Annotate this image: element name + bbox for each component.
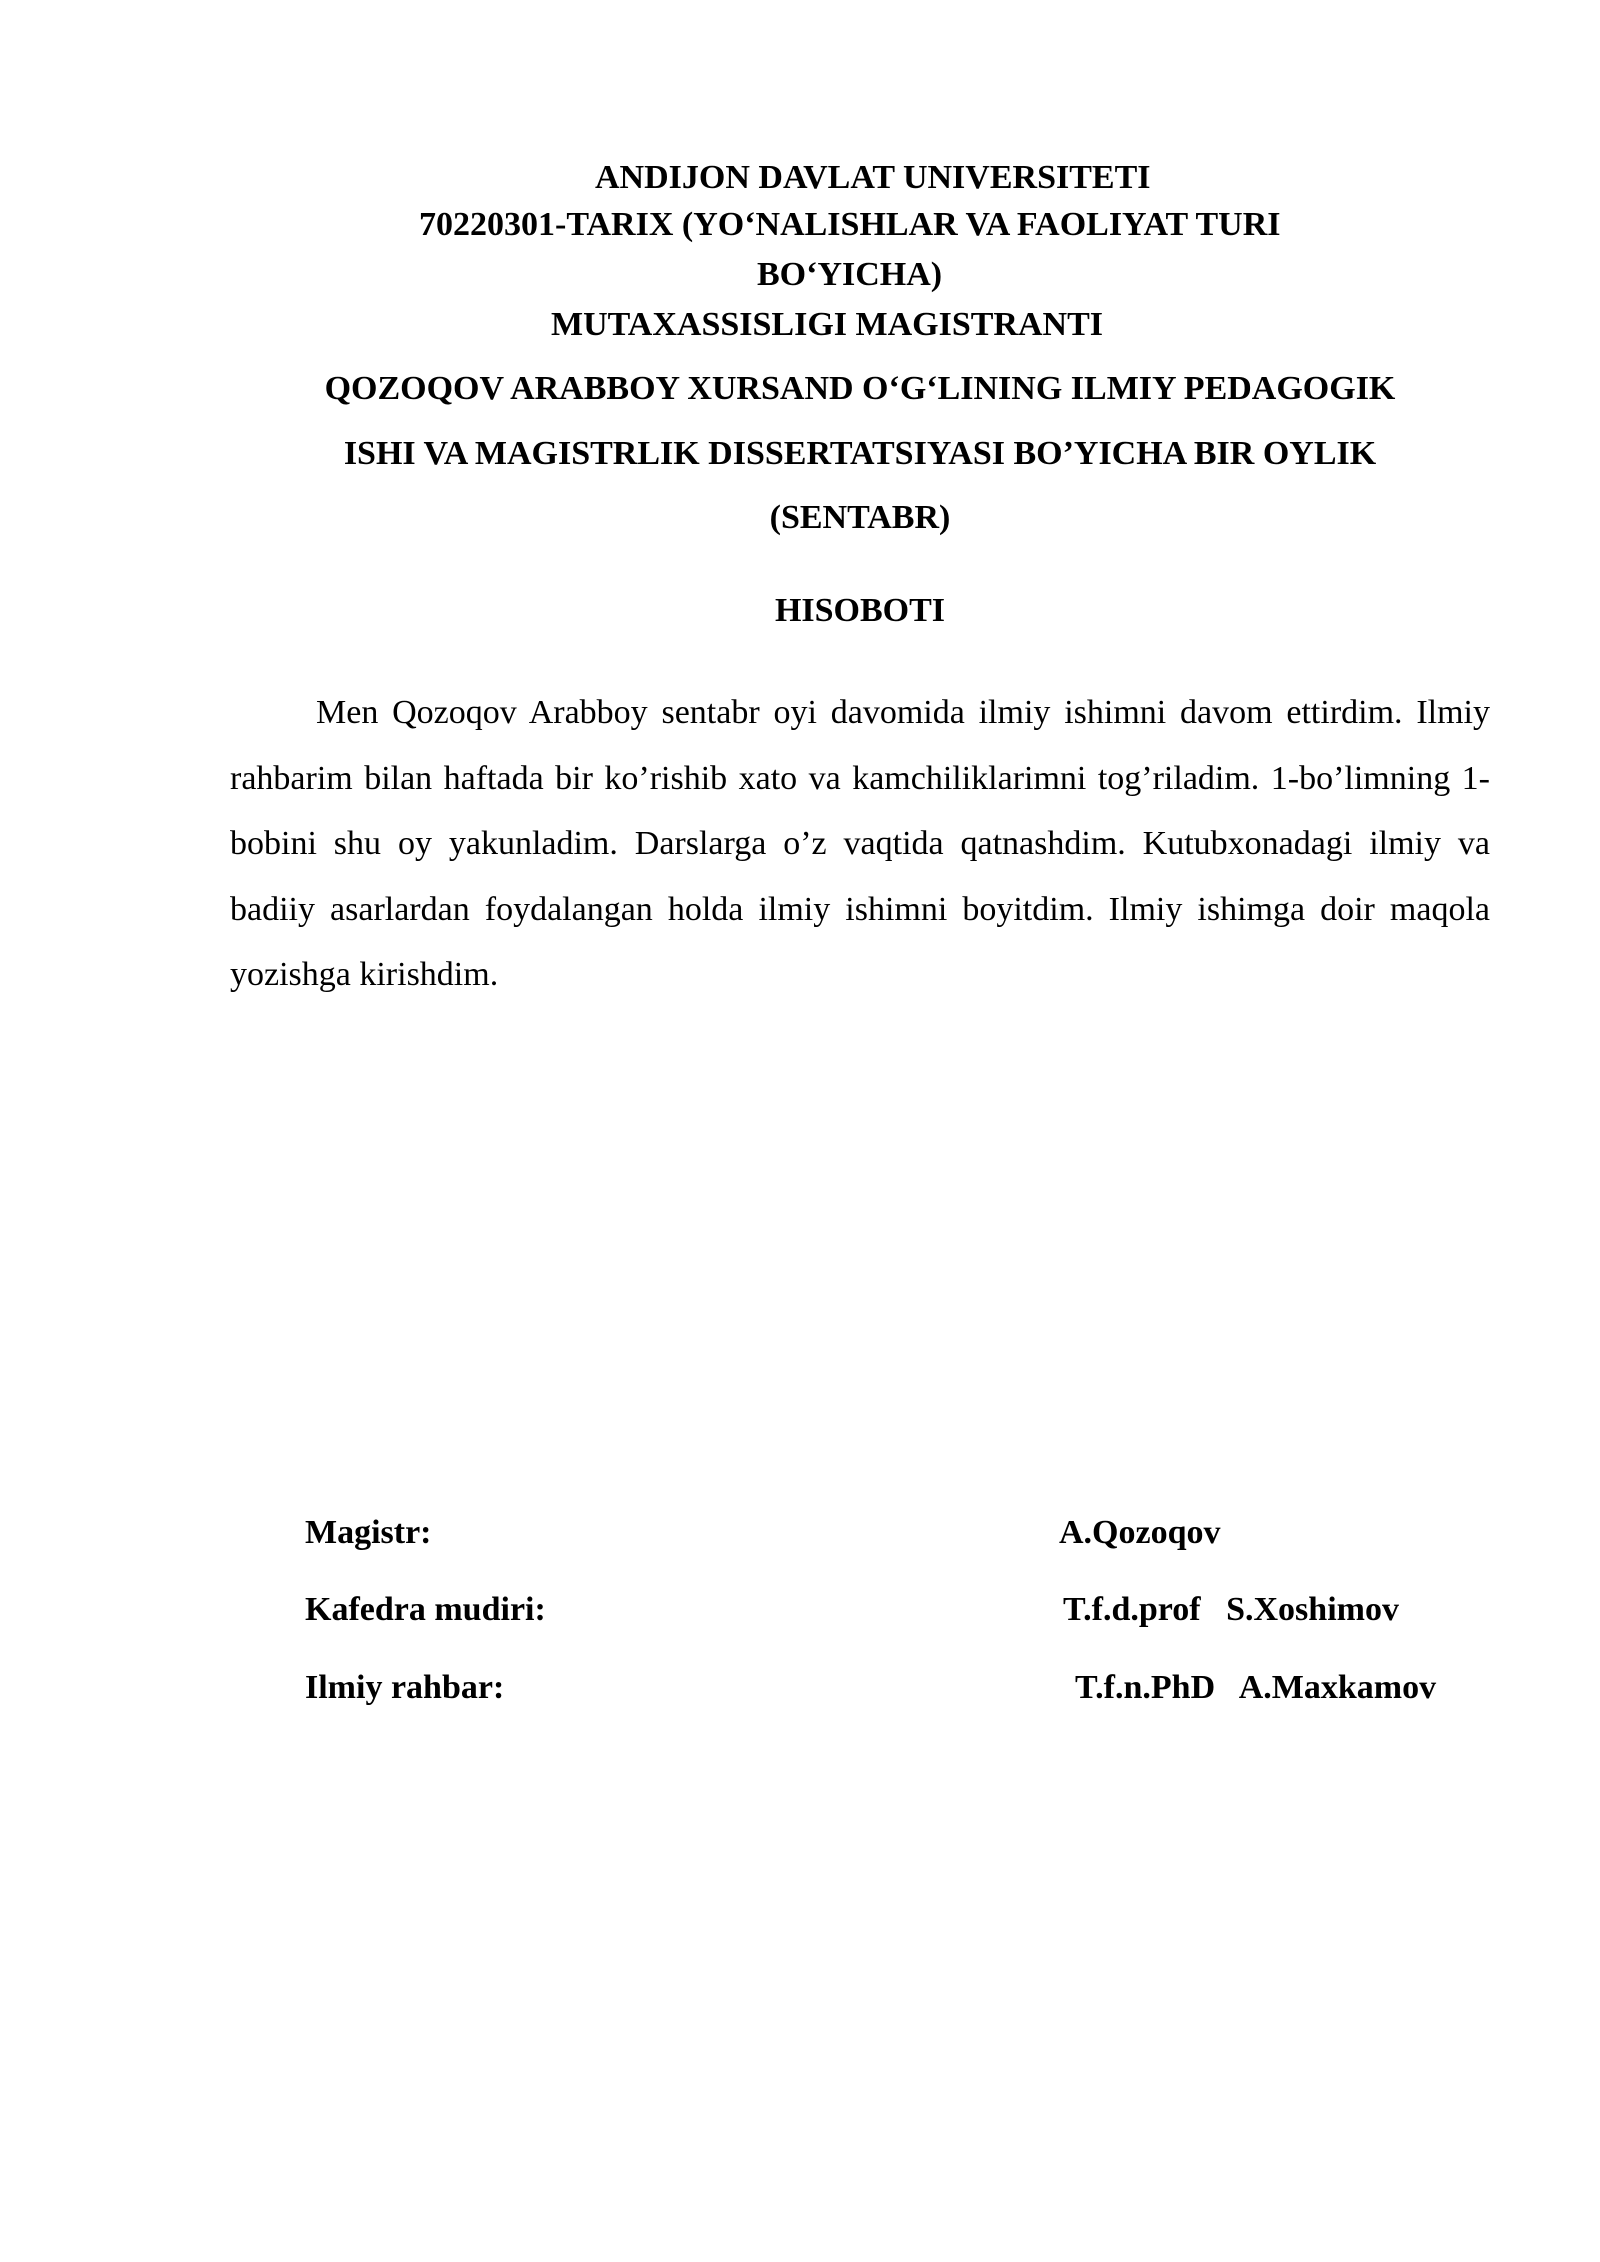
report-heading: HISOBOTI: [774, 592, 946, 629]
signature-label-kafedra: Kafedra mudiri:: [305, 1591, 546, 1628]
report-title-line-1: QOZOQOV ARABBOY XURSAND O‘G‘LINING ILMIY PEDAGOGIK: [324, 370, 1396, 407]
signature-label-magistr: Magistr:: [305, 1514, 432, 1551]
specialty-line-1: 70220301-TARIX (YO‘NALISHLAR VA FAOLIYAT TURI: [419, 206, 1281, 243]
student-role: MUTAXASSISLIGI MAGISTRANTI: [551, 306, 1103, 343]
report-paragraph: Men Qozoqov Arabboy sentabr oyi davomida ilmiy ishimni davom ettirdim. Ilmiy rahbarim bilan haftada bir ko’rishib xato va kamchiliklarimni tog’riladim. 1-bo’limning 1- bobini shu oy yakunladim. Darslarga o’z vaqtida qatnashdim. Kutubxonadagi ilmiy va badiiy asarlardan foydalangan holda ilmiy ishimni boyitdim. Ilmiy ishimga doir maqola yozishga kirishdim.: [230, 694, 1490, 993]
signature-name-magistr: A.Qozoqov: [1059, 1514, 1221, 1551]
report-title-line-3: (SENTABR): [769, 499, 951, 536]
report-title-line-2: ISHI VA MAGISTRLIK DISSERTATSIYASI BO’YICHA BIR OYLIK: [343, 435, 1377, 472]
university-name: ANDIJON DAVLAT UNIVERSITETI: [595, 159, 1151, 196]
specialty-line-2: BO‘YICHA): [757, 256, 943, 293]
signature-name-rahbar: T.f.n.PhD A.Maxkamov: [1075, 1669, 1437, 1706]
signature-label-rahbar: Ilmiy rahbar:: [305, 1669, 505, 1706]
signature-name-kafedra: T.f.d.prof S.Xoshimov: [1063, 1591, 1399, 1628]
